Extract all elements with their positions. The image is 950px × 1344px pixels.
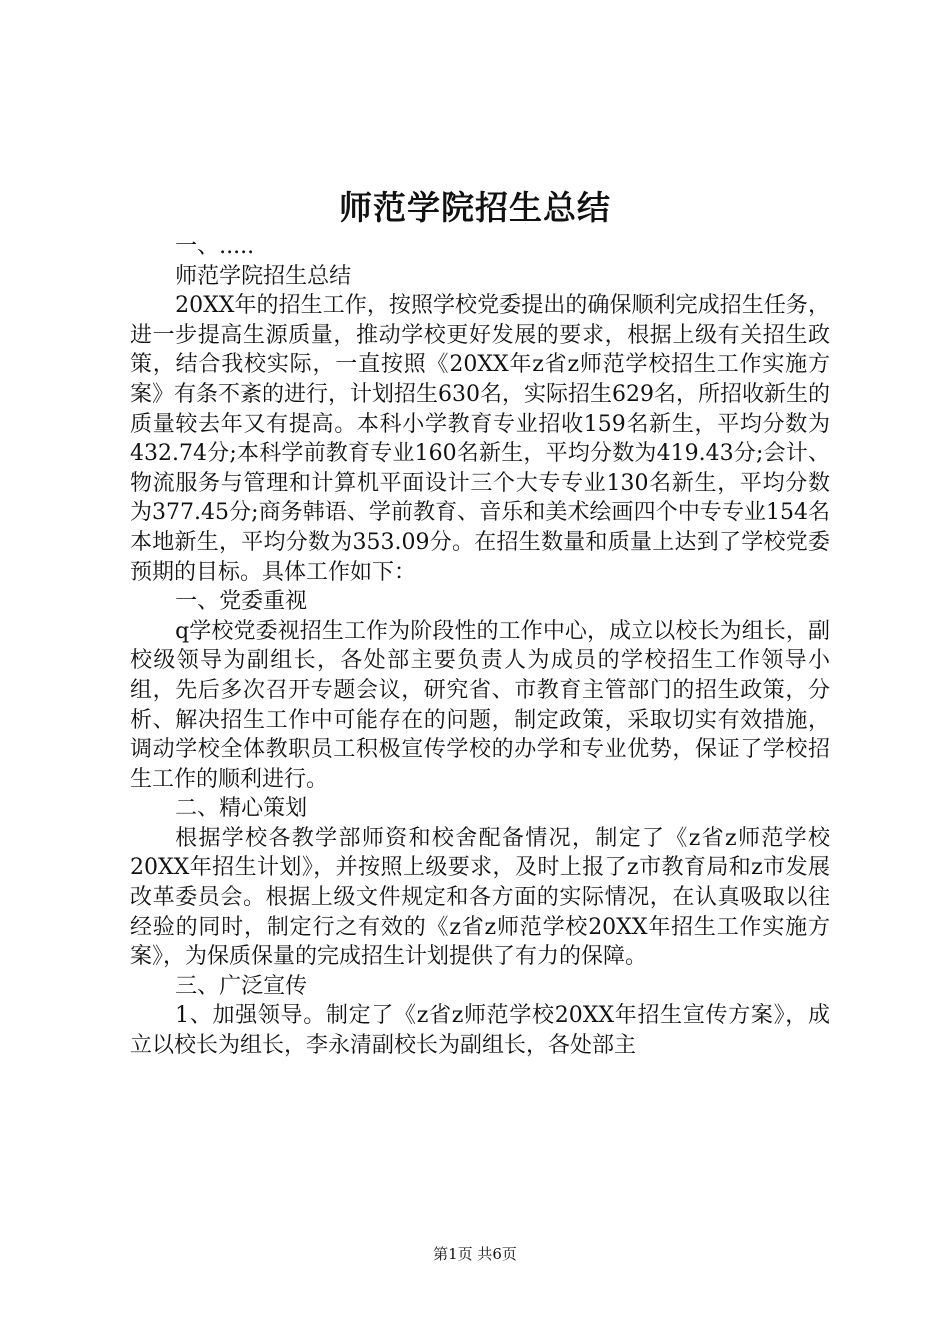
page-footer: 第1页 共6页 xyxy=(433,1245,517,1263)
section-paragraph-1: q学校党委视招生工作为阶段性的工作中心，成立以校长为组长，副校级领导为副组长，各处部主要负责人为成员的学校招生工作领导小组，先后多次召开专题会议，研究省、市教育主管部门的招生政策，分析、解决招生工作中可能存在的问题，制定政策，采取切实有效措施，调动学校全体教职员工积极宣传学校的办学和专业优势，保证了学校招生工作的顺利进行。 xyxy=(130,618,830,792)
document-body xyxy=(130,232,830,1061)
section-heading-3: 三、广泛宣传 xyxy=(175,973,308,999)
section-paragraph-3: 1、加强领导。制定了《z省z师范学校20XX年招生宣传方案》，成立以校长为组长，李永清副校长为副组长，各处部主 xyxy=(130,1003,830,1059)
section-heading-2: 二、精心策划 xyxy=(175,796,308,822)
section-paragraph-2: 根据学校各教学部师资和校舍配备情况，制定了《z省z师范学校20XX年招生计划》，并按照上级要求，及时上报了z市教育局和z市发展改革委员会。根据上级文件规定和各方面的实际情况，在认真吸取以往经验的同时，制定行之有效的《z省z师范学校20XX年招生工作实施方案》，为保质保量的完成招生计划提供了有力的保障。 xyxy=(130,825,830,970)
section-heading-1: 一、党委重视 xyxy=(175,589,308,615)
section-marker: 一、..... xyxy=(175,234,255,259)
intro-paragraph: 20XX年的招生工作，按照学校党委提出的确保顺利完成招生任务，进一步提高生源质量，推动学校更好发展的要求，根据上级有关招生政策，结合我校实际，一直按照《20XX年z省z师范学校招生工作实施方案》有条不紊的进行，计划招生630名，实际招生629名，所招收新生的质量较去年又有提高。本科小学教育专业招收159名新生，平均分数为432.74分;本科学前教育专业160名新生，平均分数为419.43分;会计、物流服务与管理和计算机平面设计三个大专专业130名新生，平均分数为377.45分;商务韩语、学前教育、音乐和美术绘画四个中专专业154名本地新生，平均分数为353.09分。在招生数量和质量上达到了学校党委预期的目标。具体工作如下： xyxy=(130,293,830,585)
document-title: 师范学院招生总结 xyxy=(339,188,611,227)
subtitle-line: 师范学院招生总结 xyxy=(175,263,352,289)
